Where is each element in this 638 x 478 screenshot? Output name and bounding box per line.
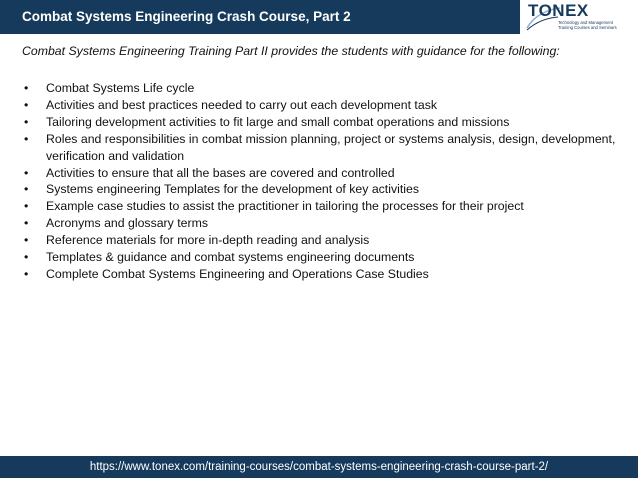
list-item <box>22 97 622 114</box>
list-item-text: Roles and responsibilities in combat mission planning, project or systems analysis, design, development, verification and validation <box>46 131 616 163</box>
logo-tagline-line: Technology and Management <box>558 20 613 25</box>
list-item <box>22 181 622 198</box>
list-item <box>22 266 622 283</box>
list-item <box>22 198 622 215</box>
list-item-text: Tailoring development activities to fit large and small combat operations and missions <box>46 114 510 129</box>
bullet-icon: • <box>24 81 29 95</box>
list-item-text: Reference materials for more in-depth reading and analysis <box>46 233 370 248</box>
bullet-icon: • <box>24 250 29 265</box>
list-item-text: Templates & guidance and combat systems engineering documents <box>46 250 415 265</box>
list-item-text: Complete Combat Systems Engineering and Operations Case Studies <box>46 266 429 281</box>
list-item-text: Example case studies to assist the practitioner in tailoring the processes for their project <box>46 199 524 214</box>
bullet-icon: • <box>24 131 29 146</box>
bullet-icon: • <box>24 114 29 129</box>
bullet-icon: • <box>24 182 29 197</box>
list-item <box>22 80 622 97</box>
logo-tagline-line: Training Courses and Seminars <box>558 25 617 30</box>
bullet-icon: • <box>24 233 29 248</box>
list-item-text: Acronyms and glossary terms <box>46 216 208 231</box>
bullet-list <box>22 80 622 283</box>
footer-url-link[interactable]: https://www.tonex.com/training-courses/combat-systems-engineering-crash-course-part-2/ <box>89 461 549 473</box>
list-item-text: Activities and best practices needed to carry out each development task <box>46 97 437 112</box>
bullet-icon: • <box>24 199 29 214</box>
bullet-icon: • <box>24 216 29 231</box>
bullet-icon: • <box>24 97 29 112</box>
footer-bar <box>0 456 638 478</box>
bullet-icon: • <box>24 266 29 281</box>
list-item <box>22 232 622 249</box>
list-item <box>22 165 622 182</box>
logo-tagline <box>558 20 638 30</box>
list-item-text: Activities to ensure that all the bases are covered and controlled <box>46 165 395 180</box>
bullet-icon: • <box>24 165 29 180</box>
logo-wordmark: TONEX <box>528 1 589 20</box>
list-item <box>22 131 622 165</box>
tonex-logo <box>520 0 638 34</box>
list-item <box>22 249 622 266</box>
list-item-text: Combat Systems Life cycle <box>46 81 195 95</box>
list-item <box>22 114 622 131</box>
list-item <box>22 215 622 232</box>
list-item-text: Systems engineering Templates for the development of key activities <box>46 182 419 197</box>
header-bar <box>0 0 638 34</box>
intro-text: Combat Systems Engineering Training Part II provides the students with guidance for the following: <box>22 44 560 58</box>
page-title: Combat Systems Engineering Crash Course, Part 2 <box>22 9 351 24</box>
